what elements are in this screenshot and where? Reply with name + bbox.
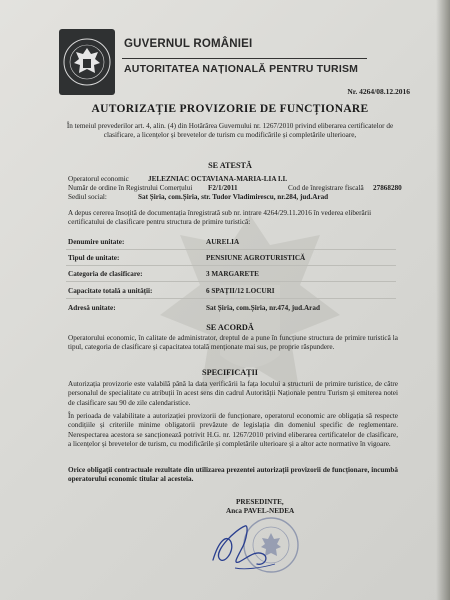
signature-name: Anca PAVEL-NEDEA [226,507,295,515]
unit-type-label: Tipul de unitate: [68,254,120,262]
unit-type-value: PENSIUNE AGROTURISTICĂ [206,254,306,262]
unit-category-value: 3 MARGARETE [206,270,259,278]
government-name: GUVERNUL ROMÂNIEI [124,38,253,50]
specificatii-paragraph-3: Orice obligații contractuale rezultate din utilizarea prezentei autorizații provizorii de funcționare, incumbă operatorului economic titular al acesteia. [68,466,398,484]
se-acorda-text: Operatorului economic, în calitate de administrator, dreptul de a pune în funcțiune structura de primire turistică la tipul, categoria de clasificare și capacitatea totală menționate mai sus, pe proprie răspundere. [68,334,398,352]
unit-category-label: Categoria de clasificare: [68,270,143,278]
unit-capacity-label: Capacitate totală a unității: [68,287,153,295]
unit-capacity-value: 6 SPAȚII/12 LOCURI [206,287,275,295]
authority-name: AUTORITATEA NAȚIONALĂ PENTRU TURISM [124,63,359,75]
seat-value: Sat Șiria, com.Șiria, str. Tudor Vladimirescu, nr.284, jud.Arad [138,193,329,201]
se-acorda-heading: SE ACORDĂ [206,323,254,332]
operator-label: Operatorul economic [68,175,129,183]
specificatii-paragraph-2: În perioada de valabilitate a autorizației provizorii de funcționare, operatorul economic are obligația să respecte condițiile și criteriile minime obligatorii prevăzute de legislația din domeniul specific de reglementare. Nerespectarea acestora se sancționează potrivit H.G. nr. 1267/2010 privind eliberarea certificatelor de clasificare, a licențelor și brevetelor de turism, cu modificările și completările ulterioare și a altor acte normative în vigoare. [68,412,398,448]
page-shadow [436,0,450,600]
unit-address-value: Sat Șiria, com.Șiria, nr.474, jud.Arad [206,304,320,312]
table-divider [66,298,396,299]
unit-name-value: AURELIA [206,238,240,246]
specificatii-heading: SPECIFICAȚII [202,368,258,377]
document-title: AUTORIZAȚIE PROVIZORIE DE FUNCȚIONARE [91,103,369,115]
registry-label: Număr de ordine în Registrului Comerțului [68,184,193,192]
unit-name-label: Denumire unitate: [68,238,125,246]
document-number: Nr. 4264/08.12.2016 [347,87,410,96]
signature-title: PRESEDINTE, [236,498,284,506]
header-divider [122,58,367,59]
preamble: În temeiul prevederilor art. 4, alin. (4) din Hotărârea Guvernului nr. 1267/2010 privind eliberarea certificatelor de clasificare, a licențelor și brevetelor de turism cu modificările și completările ulterioare, [66,122,394,140]
operator-value: JELEZNIAC OCTAVIANA-MARIA-LIA I.I. [148,175,288,183]
unit-address-label: Adresă unitate: [68,304,116,312]
romania-crest-icon [58,28,116,96]
signature-scribble-icon [205,520,285,575]
fiscal-label: Cod de înregistrare fiscală [288,184,364,192]
table-divider [66,249,396,250]
table-divider [66,265,396,266]
table-divider [66,281,396,282]
specificatii-paragraph-1: Autorizația provizorie este valabilă până la data verificării la fața locului a structurii de primire turistice, de către personalul de specialitate cu atribuții în acest sens din cadrul Autorității Naționale pentru Turism și emiterea notei de clasificare sau 90 de zile calendaristice. [68,380,398,407]
se-ateste-heading: SE ATESTĂ [208,161,252,170]
registry-value: F2/1/2011 [208,184,238,192]
seat-label: Sediul social: [68,193,107,201]
fiscal-value: 27868280 [373,184,402,192]
request-text: A depus cererea însoțită de documentația înregistrată sub nr. intrare 4264/29.11.2016 în vederea eliberării certificatului de clasificare pentru structura de primire turistică: [68,209,372,227]
